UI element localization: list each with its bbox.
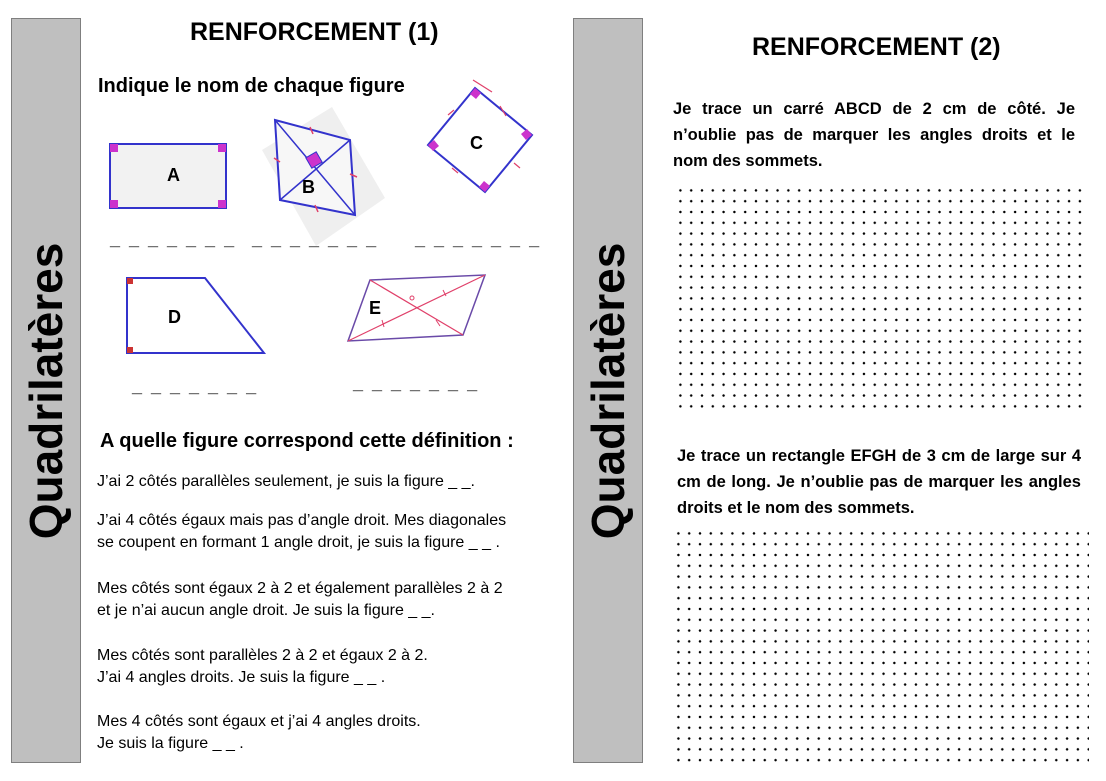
definition-2 [97, 510, 537, 554]
figure-e-parallelogram [348, 275, 485, 341]
figure-label-d: D [168, 307, 181, 327]
figure-a-rectangle [110, 144, 226, 208]
exercise-2-text: Je trace un rectangle EFGH de 3 cm de large sur 4 cm de long. Je n’oublie pas de marquer les angles droits et le nom des sommets. [677, 447, 1081, 517]
right-title: RENFORCEMENT (2) [752, 33, 1001, 61]
definition-3 [97, 578, 537, 622]
answer-blank-d[interactable]: _ _ _ _ _ _ _ [132, 376, 259, 396]
definition-1-line-1: J’ai 2 côtés parallèles seulement, je suis la figure _ _. [97, 473, 475, 490]
definition-4-line-2: J’ai 4 angles droits. Je suis la figure _ _ . [97, 669, 386, 686]
definition-3-line-1: Mes côtés sont égaux 2 à 2 et également parallèles 2 à 2 [97, 580, 503, 597]
sidebar-title-right: Quadrilatères [582, 242, 634, 539]
figure-label-c: C [470, 133, 483, 153]
definition-2-line-2: se coupent en formant 1 angle droit, je suis la figure _ _ . [97, 534, 500, 551]
instruction: Indique le nom de chaque figure [98, 75, 405, 97]
definition-5-line-1: Mes 4 côtés sont égaux et j’ai 4 angles droits. [97, 713, 421, 730]
answer-blank-a[interactable]: _ _ _ _ _ _ _ [110, 229, 237, 249]
definition-1 [97, 471, 537, 493]
figures-illustration [0, 0, 560, 400]
definition-5 [97, 711, 537, 755]
definition-5-line-2: Je suis la figure _ _ . [97, 735, 244, 752]
figure-label-b: B [302, 177, 315, 197]
definition-4-line-1: Mes côtés sont parallèles 2 à 2 et égaux 2 à 2. [97, 647, 428, 664]
definition-heading: A quelle figure correspond cette définition : [100, 430, 514, 452]
dot-grid-1[interactable] [675, 185, 1089, 413]
answer-blank-e[interactable]: _ _ _ _ _ _ _ [353, 373, 480, 393]
definition-2-line-1: J’ai 4 côtés égaux mais pas d’angle droit. Mes diagonales [97, 512, 507, 529]
figure-d-trapezoid [127, 278, 264, 353]
exercise-1-text: Je trace un carré ABCD de 2 cm de côté. Je n’oublie pas de marquer les angles droits et le nom des sommets. [673, 100, 1075, 170]
right-sidebar [573, 18, 643, 763]
left-title: RENFORCEMENT (1) [190, 18, 439, 46]
sidebar-title: Quadrilatères [20, 242, 72, 539]
definition-3-line-2: et je n’ai aucun angle droit. Je suis la figure _ _. [97, 602, 435, 619]
definition-4 [97, 645, 537, 689]
figure-c-square [428, 80, 532, 192]
dot-grid-2[interactable] [673, 528, 1089, 764]
figure-label-e: E [369, 298, 382, 318]
answer-blank-b[interactable]: _ _ _ _ _ _ _ [252, 229, 379, 249]
answer-blank-c[interactable]: _ _ _ _ _ _ _ [415, 229, 542, 249]
figure-label-a: A [167, 165, 180, 185]
figure-b-rhombus [262, 107, 385, 246]
